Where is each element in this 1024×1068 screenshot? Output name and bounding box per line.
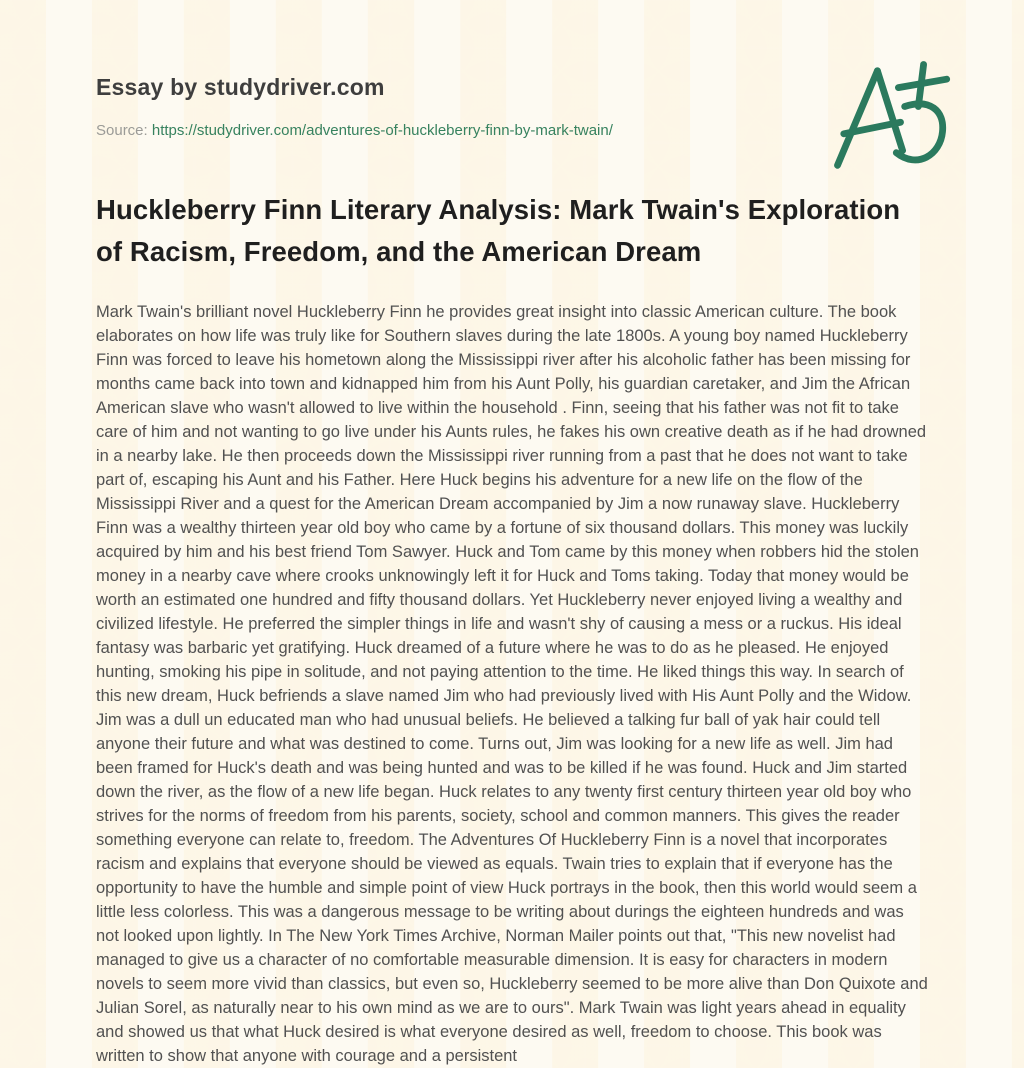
studydriver-logo — [826, 54, 954, 180]
document-header — [96, 74, 928, 139]
essay-body-text: Mark Twain's brilliant novel Huckleberry Finn he provides great insight into classic American culture. The book elaborates on how life was truly like for Southern slaves during the late 1800s. A young boy named Huckleberry Finn was forced to leave his hometown along the Mississippi river after his alcoholic father has been missing for months came back into town and kidnapped him from his Aunt Polly, his guardian caretaker, and Jim the African American slave who wasn't allowed to live within the household . Finn, seeing that his father was not fit to take care of him and not wanting to go live under his Aunts rules, he fakes his own creative death as if he had drowned in a nearby lake. He then proceeds down the Mississippi river running from a past that he does not want to take part of, escaping his Aunt and his Father. Here Huck begins his adventure for a new life on the flow of the Mississippi River and a quest for the American Dream accompanied by Jim a now runaway slave. Huckleberry Finn was a wealthy thirteen year old boy who came by a fortune of six thousand dollars. This money was luckily acquired by him and his best friend Tom Sawyer. Huck and Tom came by this money when robbers hid the stolen money in a nearby cave where crooks unknowingly left it for Huck and Toms taking. Today that money would be worth an estimated one hundred and fifty thousand dollars. Yet Huckleberry never enjoyed living a wealthy and civilized lifestyle. He preferred the simpler things in life and wasn't shy of causing a mess or a ruckus. His ideal fantasy was barbaric yet gratifying. Huck dreamed of a future where he was to do as he pleased. He enjoyed hunting, smoking his pipe in solitude, and not paying attention to the time. He liked things this way. In search of this new dream, Huck befriends a slave named Jim who had previously lived with His Aunt Polly and the Widow. Jim was a dull un educated man who had unusual beliefs. He believed a talking fur ball of yak hair could tell anyone their future and what was destined to come. Turns out, Jim was looking for a new life as well. Jim had been framed for Huck's death and was being hunted and was to be killed if he was found. Huck and Jim started down the river, as the flow of a new life began. Huck relates to any twenty first century thirteen year old boy who strives for the norms of freedom from his parents, society, school and common manners. This gives the reader something everyone can relate to, freedom. The Adventures Of Huckleberry Finn is a novel that incorporates racism and explains that everyone should be viewed as equals. Twain tries to explain that if everyone has the opportunity to have the humble and simple point of view Huck portrays in the book, then this world would seem a little less colorless. This was a dangerous message to be writing about durings the eighteen hundreds and was not looked upon lightly. In The New York Times Archive, Norman Mailer points out that, "This new novelist had managed to give us a character of no comfortable measurable dimension. It is easy for characters in modern novels to seem more vivid than classics, but even so, Huckleberry seemed to be more alive than Don Quixote and Julian Sorel, as naturally near to his own mind as we are to ours". Mark Twain was light years ahead in equality and showed us that what Huck desired is what everyone desired as well, freedom to choose. This book was written to show that anyone with courage and a persistent — [96, 303, 928, 1065]
source-url-link[interactable]: https://studydriver.com/adventures-of-huckleberry-finn-by-mark-twain/ — [151, 122, 613, 139]
essay-title: Huckleberry Finn Literary Analysis: Mark Twain's Exploration of Racism, Freedom, and the American Dream — [96, 194, 901, 267]
source-label: Source: — [96, 122, 148, 139]
source-line — [96, 122, 928, 139]
a-plus-logo-icon — [826, 54, 954, 180]
essay-byline-heading: Essay by studydriver.com — [96, 74, 385, 100]
